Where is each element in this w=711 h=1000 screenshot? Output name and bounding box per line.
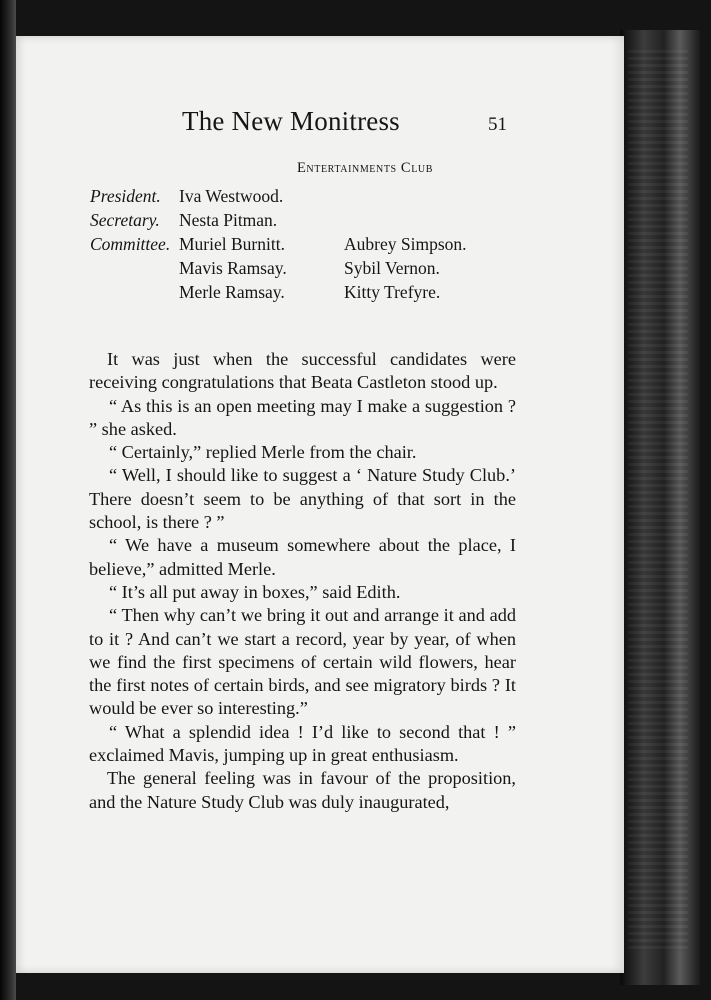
paragraph: “ Certainly,” replied Merle from the chair. — [109, 442, 417, 463]
paragraph: “ It’s all put away in boxes,” said Edith. — [109, 581, 401, 602]
paragraph: “ Then why can’t we bring it out and arrange it and add to it ? And can’t we start a record, year by year, of when we find the first specimens of certain wild flowers, hear the first notes of certain birds, and see migratory birds ? It would be ever so interesting.” — [89, 605, 516, 719]
officer-row — [90, 210, 550, 234]
running-head — [16, 106, 624, 146]
book-page-edges — [620, 30, 700, 985]
officer-role: Secretary. — [90, 210, 160, 230]
page-number: 51 — [488, 114, 507, 135]
officer-name: Merle Ramsay. — [179, 282, 285, 302]
officer-name: Nesta Pitman. — [179, 210, 278, 230]
officer-row — [90, 282, 550, 306]
paragraph: The general feeling was in favour of the proposition, and the Nature Study Club was duly inaugurated, — [89, 768, 516, 812]
officer-role: Committee. — [90, 234, 171, 254]
officer-name-second: Aubrey Simpson. — [344, 234, 467, 254]
paragraph: “ What a splendid idea ! I’d like to second that ! ” exclaimed Mavis, jumping up in great enthusiasm. — [89, 721, 516, 766]
book-page — [16, 36, 624, 973]
officer-row — [90, 234, 550, 258]
officer-role: President. — [90, 186, 161, 206]
officer-name-second: Sybil Vernon. — [344, 258, 440, 278]
club-heading: Entertainments Club — [296, 160, 434, 176]
paragraph: “ As this is an open meeting may I make a suggestion ? ” she asked. — [89, 395, 516, 439]
officer-row — [90, 186, 550, 210]
paragraph: “ Well, I should like to suggest a ‘ Nature Study Club.’ There doesn’t seem to be anything of that sort in the school, is there ? ” — [89, 465, 516, 533]
officer-name: Mavis Ramsay. — [179, 258, 287, 278]
officer-list — [90, 186, 550, 306]
officer-row — [90, 258, 550, 282]
paragraph: “ We have a museum somewhere about the place, I believe,” admitted Merle. — [89, 535, 516, 579]
book-spine-shadow — [0, 0, 16, 1000]
officer-name-second: Kitty Trefyre. — [344, 282, 441, 302]
officer-name: Muriel Burnitt. — [179, 234, 285, 254]
body-text — [89, 348, 516, 814]
paragraph: It was just when the successful candidates were receiving congratulations that Beata Castleton stood up. — [89, 349, 516, 393]
running-title: The New Monitress — [182, 106, 400, 136]
officer-name: Iva Westwood. — [179, 186, 284, 206]
